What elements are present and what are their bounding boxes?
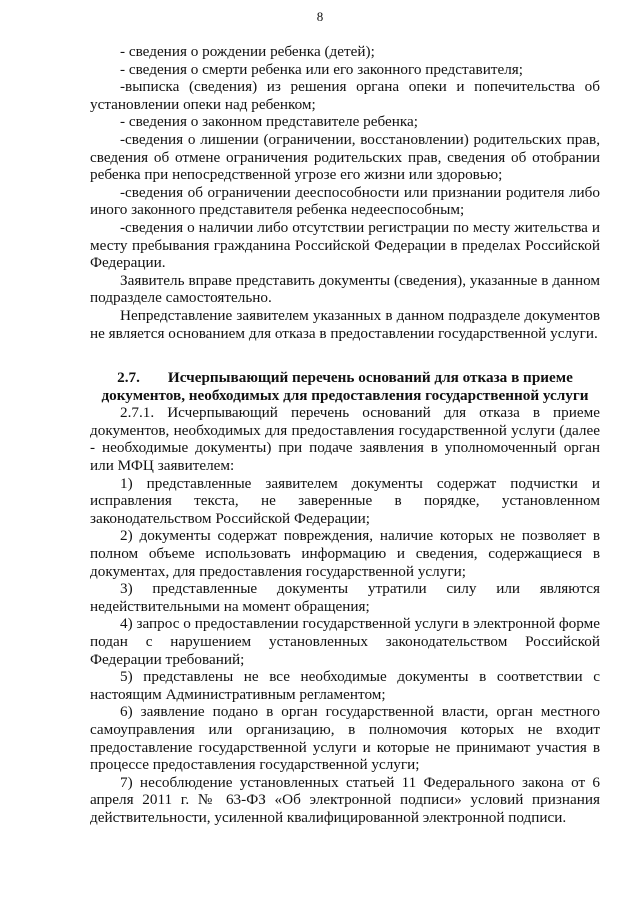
list-item: -сведения о лишении (ограничении, восстановлении) родительских прав, сведения об отмене ограничения родительских прав, сведения об отобрании ребенка при непосредственной угрозе его жизни или здоровью;: [90, 130, 600, 184]
list-item: -выписка (сведения) из решения органа опеки и попечительства об установлении опеки над ребенком;: [90, 78, 600, 113]
section-title: Исчерпывающий перечень оснований для отказа в приеме документов, необходимых для предоставления государственной услуги: [101, 369, 589, 404]
ground-item: 3) представленные документы утратили силу или являются недействительными на момент обращения;: [90, 580, 600, 615]
page-content: [90, 43, 600, 827]
page-number: 8: [316, 9, 324, 24]
ground-item: 4) запрос о предоставлении государственной услуги в электронной форме подан с нарушением установленных законодательством Российской Федерации требований;: [90, 615, 600, 668]
ground-item: 5) представлены не все необходимые документы в соответствии с настоящим Административным регламентом;: [90, 668, 600, 703]
ground-item: 7) несоблюдение установленных статьей 11 Федерального закона от 6 апреля 2011 г. № 63-ФЗ «Об электронной подписи» условий признания действительности, усиленной квалифицированной электронной подписи.: [90, 773, 600, 826]
ground-item: 6) заявление подано в орган государственной власти, орган местного самоуправления или организацию, в полномочия которых не входит предоставление государственной услуги и которые не принимают участия в процессе предоставления государственной услуги;: [90, 703, 600, 774]
ground-item: 2) документы содержат повреждения, наличие которых не позволяет в полном объеме использовать информацию и сведения, содержащиеся в документах, для предоставления государственной услуги;: [90, 527, 600, 580]
list-item: - сведения о рождении ребенка (детей);: [120, 43, 375, 60]
ground-item: 1) представленные заявителем документы содержат подчистки и исправления текста, не заверенные в порядке, установленном законодательством Российской Федерации;: [90, 474, 600, 527]
section-number: 2.7.: [117, 369, 140, 387]
list-item: -сведения о наличии либо отсутствии регистрации по месту жительства и месту пребывания гражданина Российской Федерации в пределах Российской Федерации.: [90, 218, 600, 272]
section-heading: [90, 369, 600, 404]
paragraph-applicant-right: Заявитель вправе представить документы (сведения), указанные в данном подразделе самостоятельно.: [90, 271, 600, 307]
list-item: - сведения о законном представителе ребенка;: [120, 113, 418, 131]
paragraph-nonsubmission: Непредставление заявителем указанных в данном подразделе документов не является основанием для отказа в предоставлении государственной услуги.: [90, 306, 600, 342]
list-item: - сведения о смерти ребенка или его законного представителя;: [120, 60, 523, 78]
subsection-intro: 2.7.1. Исчерпывающий перечень оснований для отказа в приеме документов, необходимых для предоставления государственной услуги (далее - необходимые документы) при подаче заявления в уполномоченный орган или МФЦ заявителем:: [90, 404, 600, 475]
list-item: -сведения об ограничении дееспособности или признании родителя либо иного законного представителя ребенка недееспособным;: [90, 183, 600, 219]
